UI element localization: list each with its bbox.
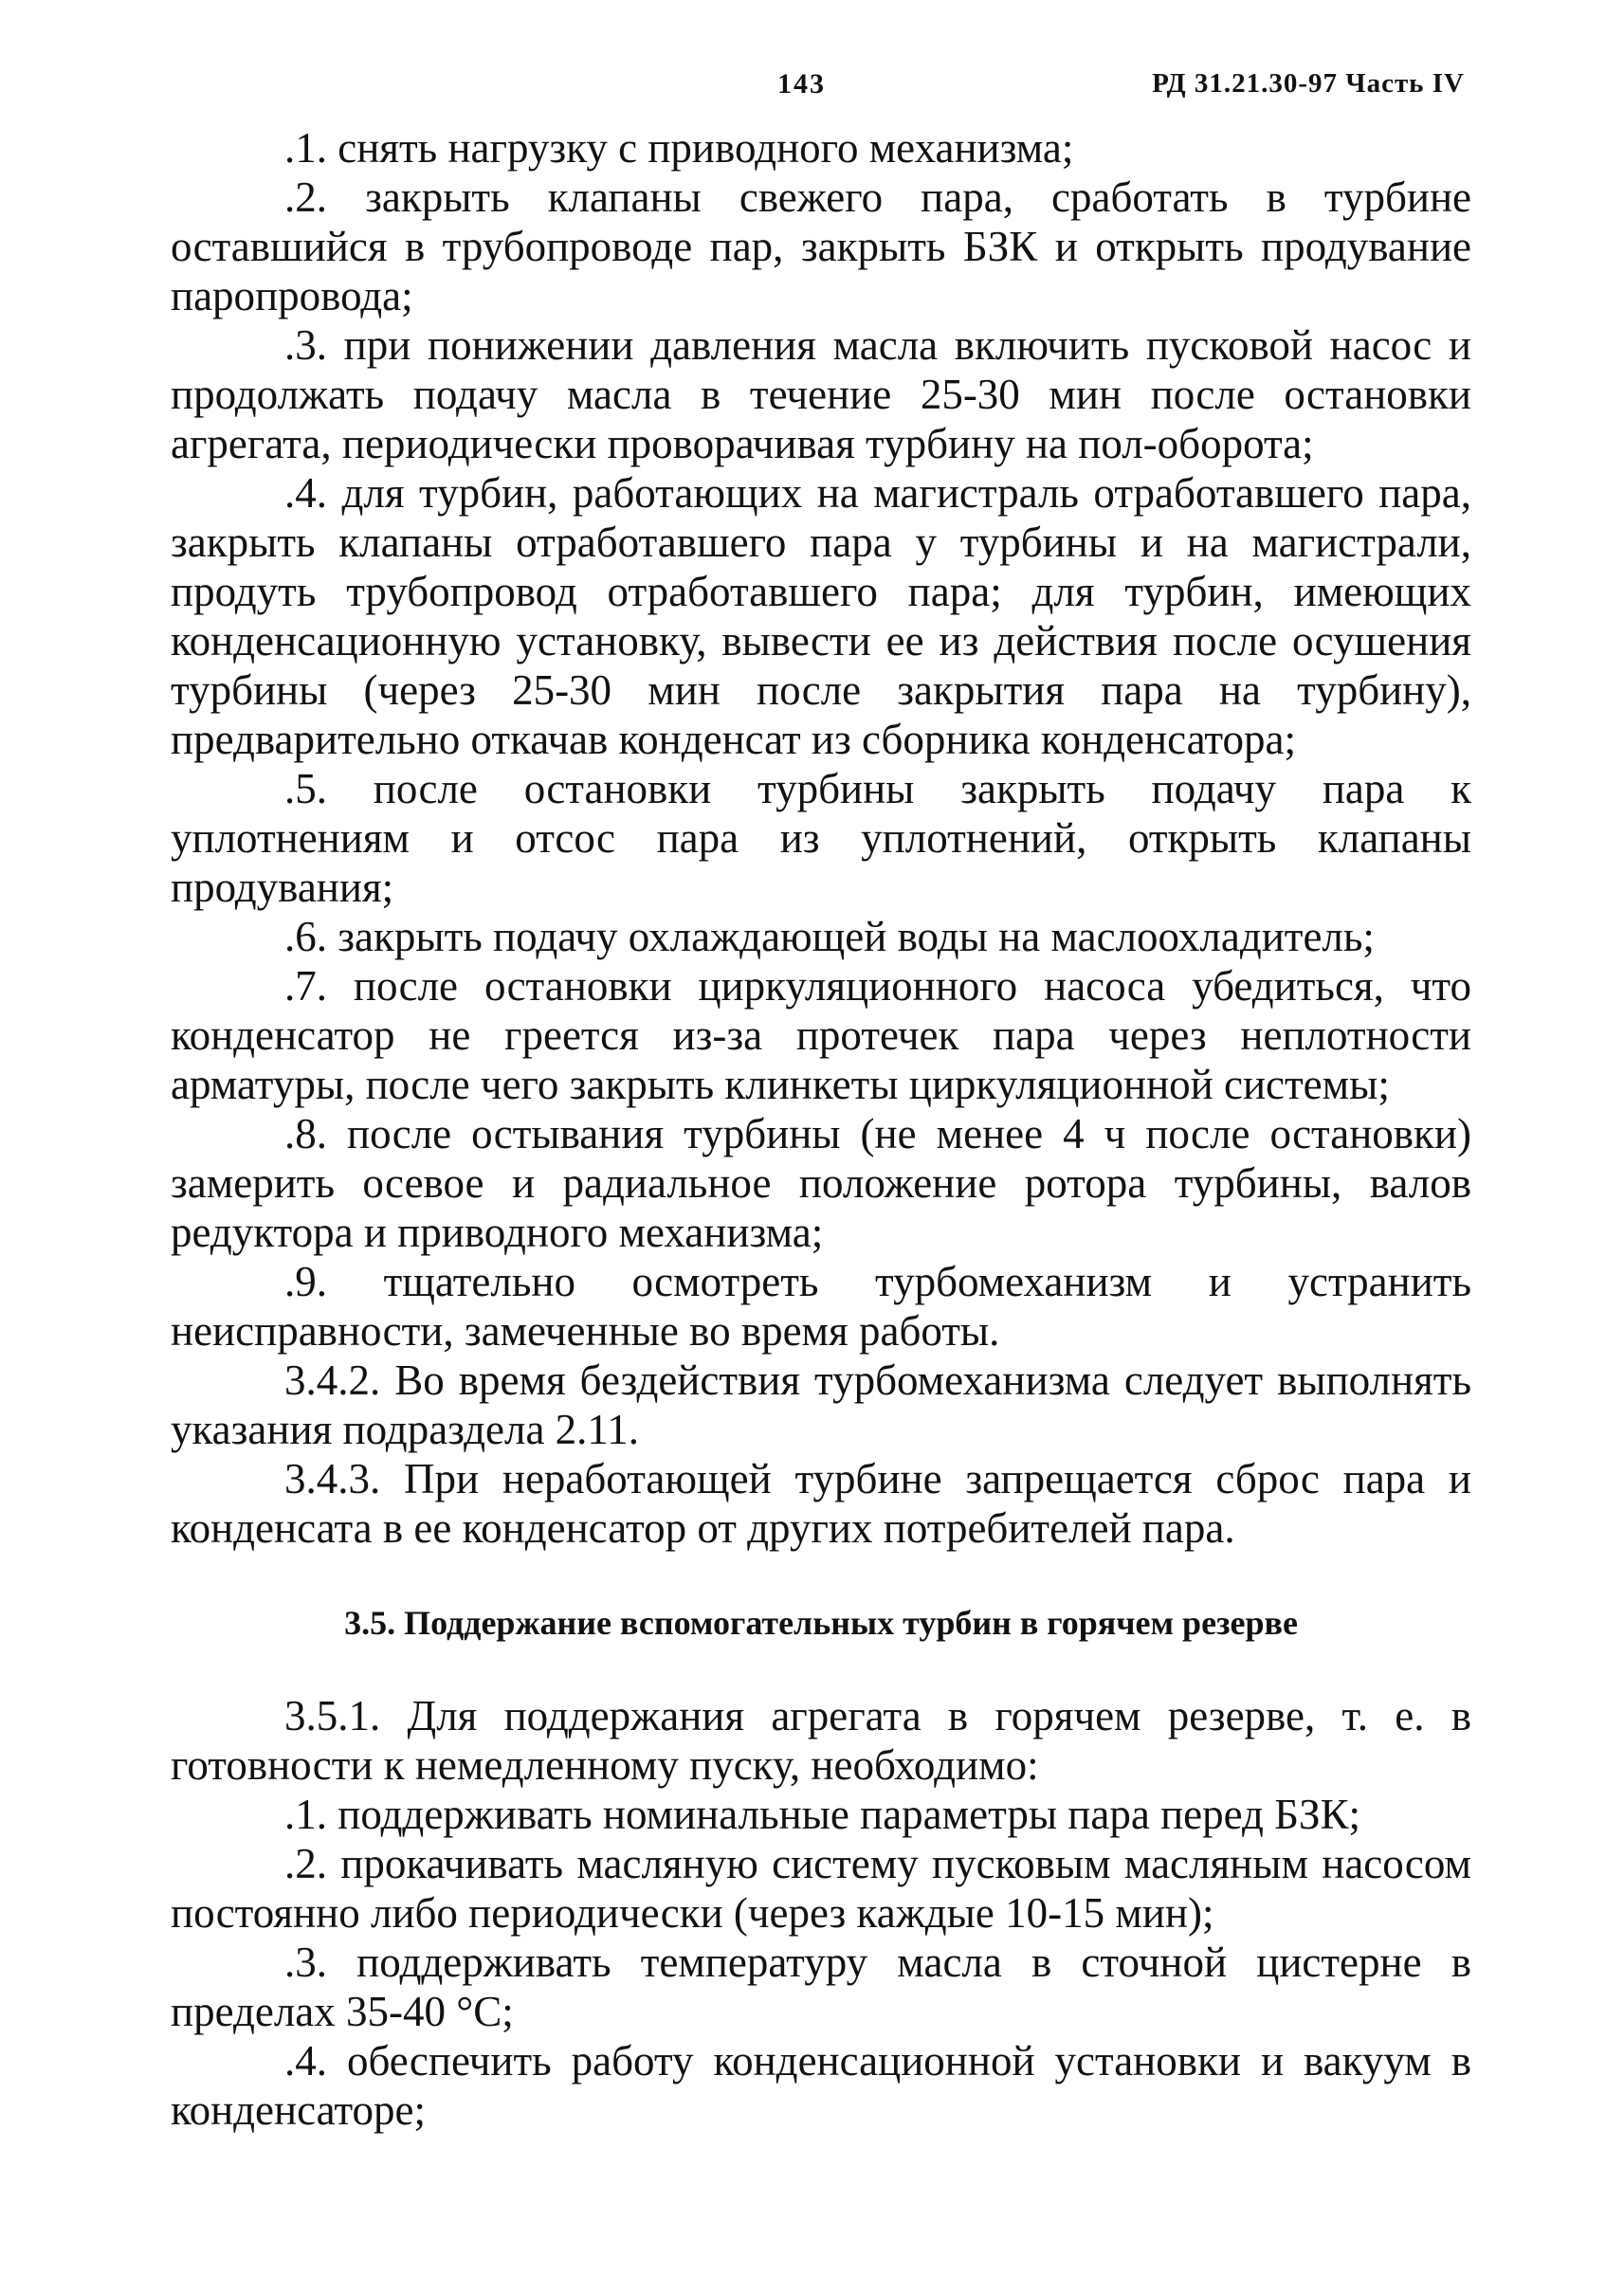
page-header — [0, 68, 1624, 116]
section-heading: 3.5. Поддержание вспомогательных турбин в горячем резерве — [344, 1604, 1298, 1642]
list-item: .2. прокачивать масляную систему пусковым масляным насосом постоянно либо периодически (через каждые 10-15 мин); — [171, 1840, 1471, 1937]
document-body — [171, 123, 1471, 2135]
list-item: .8. после остывания турбины (не менее 4 ч после остановки) замерить осевое и радиальное положение ротора турбины, валов редуктора и приводного механизма; — [171, 1110, 1471, 1256]
clause-paragraph: 3.5.1. Для поддержания агрегата в горячем резерве, т. е. в готовности к немедленному пуску, необходимо: — [171, 1692, 1471, 1789]
list-item: .4. обеспечить работу конденсационной установки и вакуум в конденсаторе; — [171, 2037, 1471, 2134]
list-item: .9. тщательно осмотреть турбомеханизм и устранить неисправности, замеченные во время работы. — [171, 1258, 1471, 1355]
page-number: 143 — [777, 68, 826, 100]
clause-paragraph: 3.4.3. При неработающей турбине запрещается сброс пара и конденсата в ее конденсатор от других потребителей пара. — [171, 1455, 1471, 1552]
list-item: .5. после остановки турбины закрыть подачу пара к уплотнениям и отсос пара из уплотнений, открыть клапаны продувания; — [171, 765, 1471, 911]
list-item: .3. при понижении давления масла включить пусковой насос и продолжать подачу масла в течение 25-30 мин после остановки агрегата, периодически проворачивая турбину на пол-оборота; — [171, 321, 1471, 467]
document-code: РД 31.21.30-97 Часть IV — [1152, 68, 1465, 99]
list-item: .6. закрыть подачу охлаждающей воды на маслоохладитель; — [284, 913, 1375, 960]
clause-paragraph: 3.4.2. Во время бездействия турбомеханизма следует выполнять указания подраздела 2.11. — [171, 1356, 1471, 1453]
list-item: .3. поддерживать температуру масла в сточной цистерне в пределах 35-40 °С; — [171, 1939, 1471, 2035]
list-item: .7. после остановки циркуляционного насоса убедиться, что конденсатор не греется из-за протечек пара через неплотности арматуры, после чего закрыть клинкеты циркуляционной системы; — [171, 962, 1471, 1108]
list-item: .2. закрыть клапаны свежего пара, сработать в турбине оставшийся в трубопроводе пар, закрыть БЗК и открыть продувание паропровода; — [171, 173, 1471, 319]
list-item: .4. для турбин, работающих на магистраль отработавшего пара, закрыть клапаны отработавшего пара у турбины и на магистрали, продуть трубопровод отработавшего пара; для турбин, имеющих конденсационную установку, вывести ее из действия после осушения турбины (через 25-30 мин после закрытия пара на турбину), предварительно откачав конденсат из сборника конденсатора; — [171, 469, 1471, 763]
list-item: .1. снять нагрузку с приводного механизма; — [284, 124, 1074, 172]
list-item: .1. поддерживать номинальные параметры пара перед БЗК; — [284, 1791, 1361, 1838]
